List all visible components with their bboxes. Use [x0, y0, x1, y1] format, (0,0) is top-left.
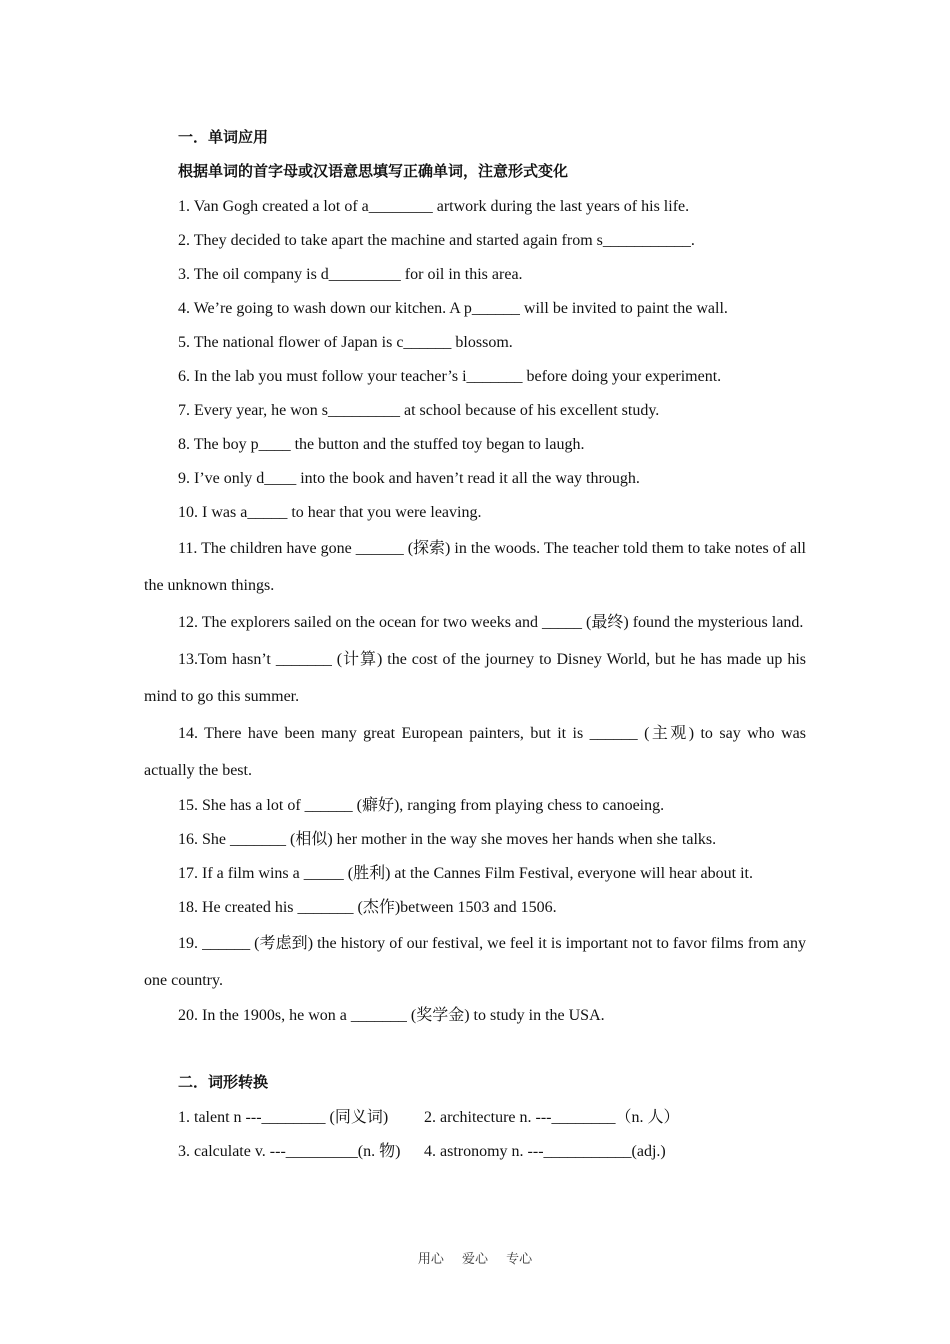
question-1: 1. Van Gogh created a lot of a________ artwork during the last years of his life. — [178, 198, 690, 215]
question-10: 10. I was a_____ to hear that you were leaving. — [178, 504, 482, 521]
document-content — [144, 122, 806, 1169]
question-20: 20. In the 1900s, he won a _______ (奖学金) to study in the USA. — [178, 1007, 605, 1024]
question-8: 8. The boy p____ the button and the stuffed toy began to laugh. — [178, 436, 585, 453]
question-12: 12. The explorers sailed on the ocean for two weeks and _____ (最终) found the mysterious land. — [178, 614, 804, 631]
word-form-row-1 — [178, 1101, 806, 1135]
question-11: 11. The children have gone ______ (探索) in the woods. The teacher told them to take notes of all the unknown things. — [144, 540, 806, 594]
question-6: 6. In the lab you must follow your teacher’s i_______ before doing your experiment. — [178, 368, 722, 385]
section1-heading: 一．单词应用 — [178, 128, 269, 146]
section-spacer — [144, 1033, 806, 1067]
question-7: 7. Every year, he won s_________ at school because of his excellent study. — [178, 402, 660, 419]
page-footer: 用心 爱心 专心 — [417, 1252, 533, 1267]
section2-heading: 二．词形转换 — [178, 1073, 269, 1091]
word-form-item-3: 3. calculate v. ---_________(n. 物) — [178, 1143, 401, 1160]
question-14: 14. There have been many great European painters, but it is ______ (主观) to say who was actually the best. — [144, 725, 806, 779]
question-19: 19. ______ (考虑到) the history of our festival, we feel it is important not to favor films from any one country. — [144, 935, 806, 989]
section1-instruction: 根据单词的首字母或汉语意思填写正确单词，注意形式变化 — [178, 162, 569, 180]
question-2: 2. They decided to take apart the machine and started again from s___________. — [178, 232, 695, 249]
question-9: 9. I’ve only d____ into the book and haven’t read it all the way through. — [178, 470, 640, 487]
word-form-item-4: 4. astronomy n. ---___________(adj.) — [424, 1143, 666, 1160]
question-5: 5. The national flower of Japan is c______ blossom. — [178, 334, 513, 351]
question-17: 17. If a film wins a _____ (胜利) at the Cannes Film Festival, everyone will hear about it. — [178, 865, 753, 882]
question-16: 16. She _______ (相似) her mother in the way she moves her hands when she talks. — [178, 831, 717, 848]
question-13: 13.Tom hasn’t _______ (计算) the cost of the journey to Disney World, but he has made up his mind to go this summer. — [144, 651, 806, 705]
word-form-row-2 — [178, 1135, 806, 1169]
question-3: 3. The oil company is d_________ for oil in this area. — [178, 266, 523, 283]
word-form-item-2: 2. architecture n. ---________（n. 人） — [424, 1109, 680, 1126]
question-18: 18. He created his _______ (杰作)between 1503 and 1506. — [178, 899, 557, 916]
question-15: 15. She has a lot of ______ (癖好), ranging from playing chess to canoeing. — [178, 797, 665, 814]
question-4: 4. We’re going to wash down our kitchen. A p______ will be invited to paint the wall. — [178, 300, 728, 317]
word-form-item-1: 1. talent n ---________ (同义词) — [178, 1109, 389, 1126]
